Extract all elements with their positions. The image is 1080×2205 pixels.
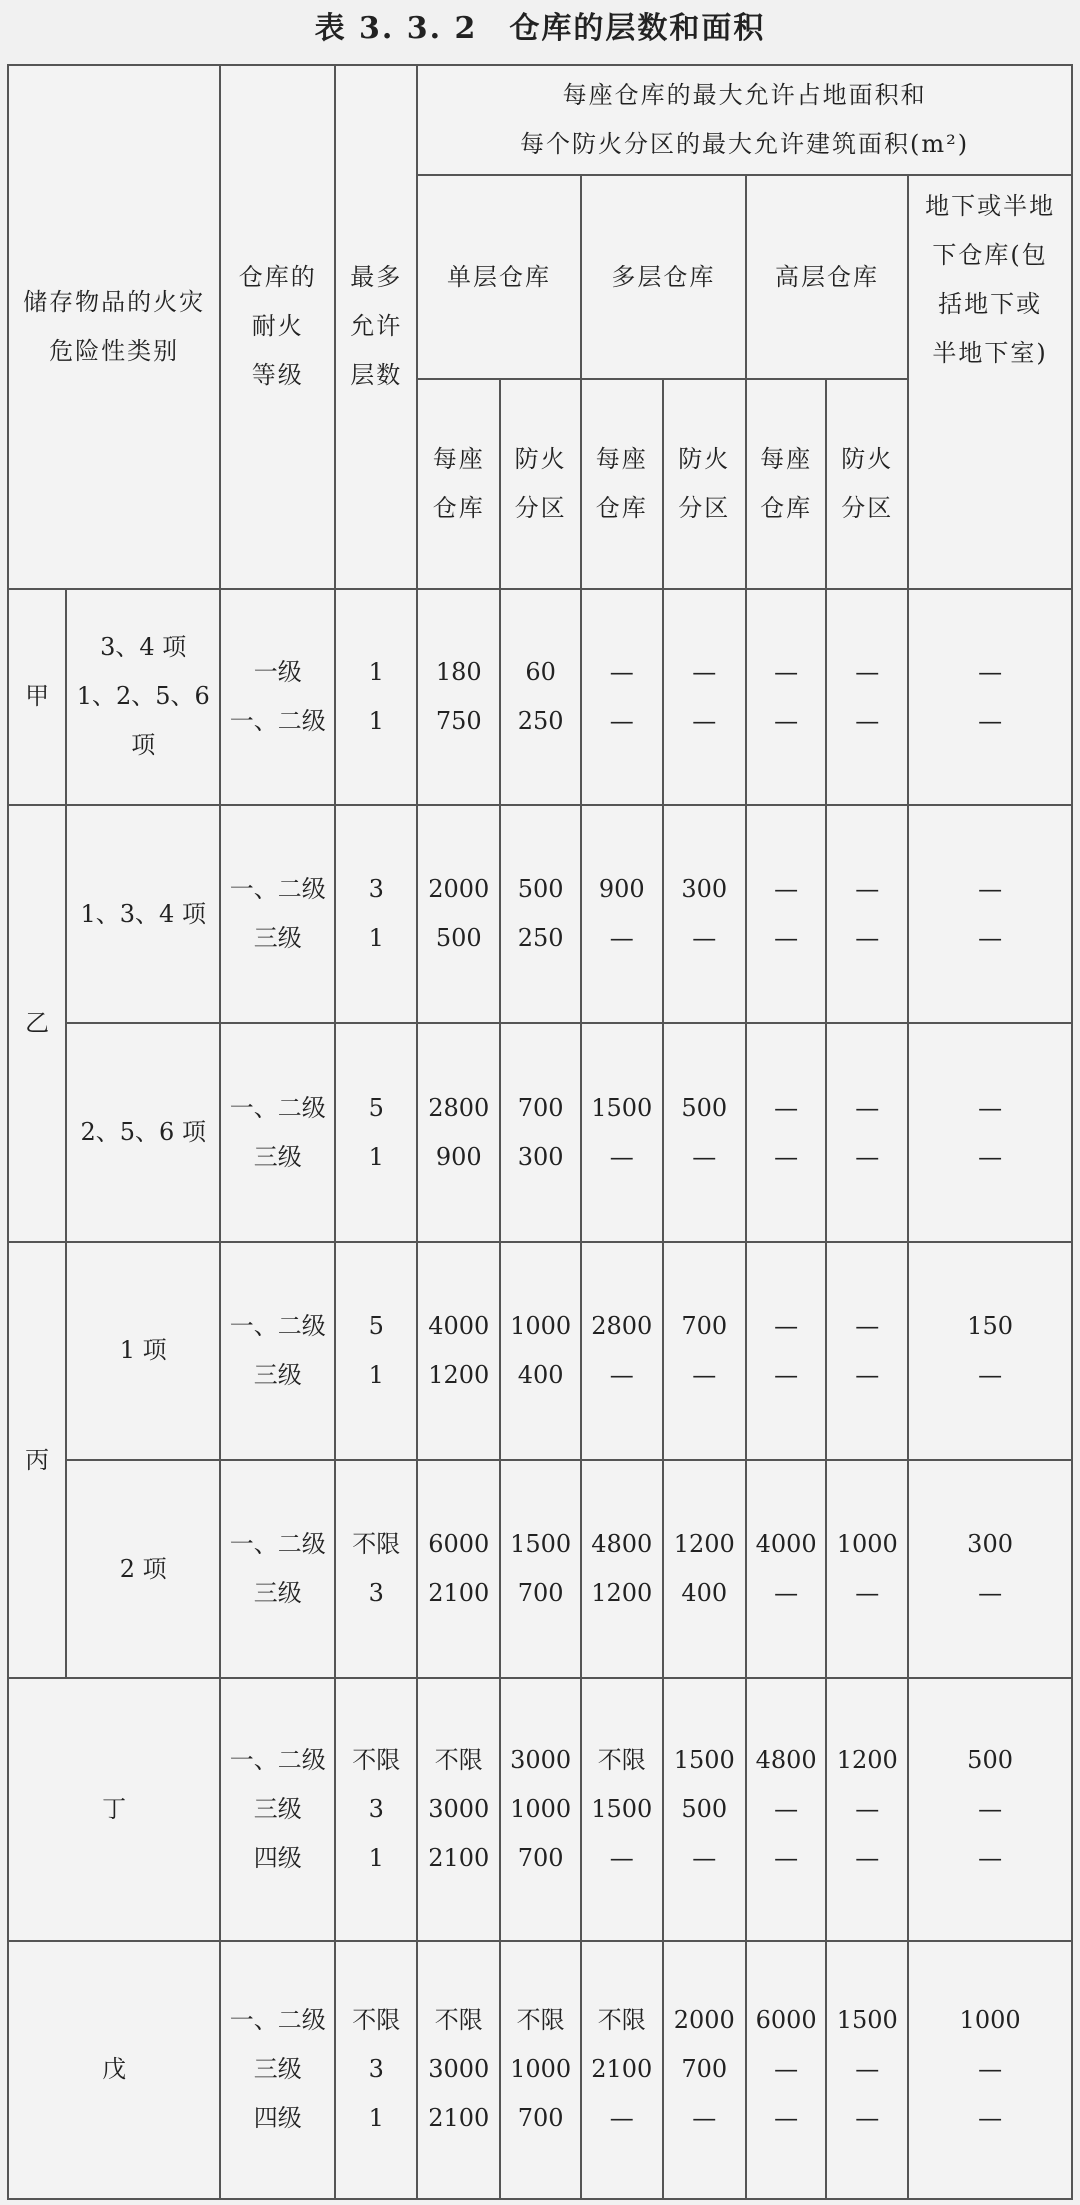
warehouse-table [7, 64, 1073, 2200]
header-single-fire-zone: 防火 分区 [500, 379, 580, 589]
subcategory-cell: 2 项 [66, 1460, 220, 1678]
single-per-building-cell: 2800 900 [417, 1023, 500, 1241]
max-floors-cell: 5 1 [335, 1242, 417, 1460]
multi-per-building-cell: 900 — [581, 805, 663, 1023]
underground-fire-zone-cell: — — [908, 1023, 1072, 1241]
high-per-building-cell: 6000 — — [746, 1941, 826, 2199]
category-cell: 乙 [8, 805, 66, 1242]
multi-fire-zone-cell: 2000 700 — [663, 1941, 746, 2199]
header-underground: 地下或半地 下仓库(包 括地下或 半地下室) [908, 175, 1072, 589]
single-per-building-cell: 6000 2100 [417, 1460, 500, 1678]
table-body [8, 65, 1072, 2199]
category-cell: 丙 [8, 1242, 66, 1679]
category-cell: 戊 [8, 1941, 220, 2199]
high-per-building-cell: — — [746, 589, 826, 805]
table-title: 表 3. 3. 2 仓库的层数和面积 [314, 11, 766, 46]
multi-fire-zone-cell: 700 — [663, 1242, 746, 1460]
high-fire-zone-cell: 1200 — — [826, 1678, 908, 1940]
underground-fire-zone-cell: 150 — [908, 1242, 1072, 1460]
header-area-group: 每座仓库的最大允许占地面积和 每个防火分区的最大允许建筑面积(m²) [417, 65, 1072, 175]
table-row [8, 1242, 1072, 1460]
subcategory-cell: 1、3、4 项 [66, 805, 220, 1023]
multi-per-building-cell: 2800 — [581, 1242, 663, 1460]
multi-per-building-cell: 不限 2100 — [581, 1941, 663, 2199]
high-fire-zone-cell: — — [826, 805, 908, 1023]
single-per-building-cell: 180 750 [417, 589, 500, 805]
high-per-building-cell: 4000 — [746, 1460, 826, 1678]
category-cell: 甲 [8, 589, 66, 805]
high-per-building-cell: — — [746, 805, 826, 1023]
table-row [8, 1678, 1072, 1940]
single-per-building-cell: 不限 3000 2100 [417, 1941, 500, 2199]
max-floors-cell: 1 1 [335, 589, 417, 805]
header-high-fire-zone: 防火 分区 [826, 379, 908, 589]
max-floors-cell: 不限 3 [335, 1460, 417, 1678]
header-multi-floor: 多层仓库 [581, 175, 746, 379]
underground-fire-zone-cell: — — [908, 589, 1072, 805]
fire-rating-cell: 一级 一、二级 [220, 589, 335, 805]
single-per-building-cell: 不限 3000 2100 [417, 1678, 500, 1940]
high-fire-zone-cell: — — [826, 1242, 908, 1460]
multi-per-building-cell: — — [581, 589, 663, 805]
max-floors-cell: 3 1 [335, 805, 417, 1023]
high-per-building-cell: — — [746, 1242, 826, 1460]
fire-rating-cell: 一、二级 三级 四级 [220, 1941, 335, 2199]
header-high-per-building: 每座 仓库 [746, 379, 826, 589]
table-row [8, 1941, 1072, 2199]
fire-rating-cell: 一、二级 三级 [220, 805, 335, 1023]
multi-fire-zone-cell: 500 — [663, 1023, 746, 1241]
single-fire-zone-cell: 不限 1000 700 [500, 1941, 580, 2199]
fire-rating-cell: 一、二级 三级 [220, 1242, 335, 1460]
header-fire-rating: 仓库的 耐火 等级 [220, 65, 335, 589]
table-row [8, 805, 1072, 1023]
table-row [8, 589, 1072, 805]
multi-fire-zone-cell: 1500 500 — [663, 1678, 746, 1940]
table-row [8, 1460, 1072, 1678]
single-fire-zone-cell: 500 250 [500, 805, 580, 1023]
multi-fire-zone-cell: 1200 400 [663, 1460, 746, 1678]
underground-fire-zone-cell: — — [908, 805, 1072, 1023]
multi-fire-zone-cell: 300 — [663, 805, 746, 1023]
header-multi-fire-zone: 防火 分区 [663, 379, 746, 589]
multi-fire-zone-cell: — — [663, 589, 746, 805]
multi-per-building-cell: 4800 1200 [581, 1460, 663, 1678]
multi-per-building-cell: 不限 1500 — [581, 1678, 663, 1940]
header-single-floor: 单层仓库 [417, 175, 581, 379]
header-multi-per-building: 每座 仓库 [581, 379, 663, 589]
single-fire-zone-cell: 60 250 [500, 589, 580, 805]
single-fire-zone-cell: 3000 1000 700 [500, 1678, 580, 1940]
fire-rating-cell: 一、二级 三级 [220, 1460, 335, 1678]
high-per-building-cell: — — [746, 1023, 826, 1241]
underground-fire-zone-cell: 500 — — [908, 1678, 1072, 1940]
max-floors-cell: 不限 3 1 [335, 1678, 417, 1940]
high-fire-zone-cell: 1500 — — [826, 1941, 908, 2199]
single-per-building-cell: 2000 500 [417, 805, 500, 1023]
fire-rating-cell: 一、二级 三级 [220, 1023, 335, 1241]
fire-rating-cell: 一、二级 三级 四级 [220, 1678, 335, 1940]
underground-fire-zone-cell: 300 — [908, 1460, 1072, 1678]
header-high-rise: 高层仓库 [746, 175, 908, 379]
category-cell: 丁 [8, 1678, 220, 1940]
multi-per-building-cell: 1500 — [581, 1023, 663, 1241]
high-fire-zone-cell: — — [826, 589, 908, 805]
subcategory-cell: 3、4 项 1、2、5、6 项 [66, 589, 220, 805]
header-category: 储存物品的火灾 危险性类别 [8, 65, 220, 589]
single-fire-zone-cell: 1000 400 [500, 1242, 580, 1460]
single-fire-zone-cell: 700 300 [500, 1023, 580, 1241]
table-row [8, 1023, 1072, 1241]
subcategory-cell: 1 项 [66, 1242, 220, 1460]
high-fire-zone-cell: 1000 — [826, 1460, 908, 1678]
max-floors-cell: 不限 3 1 [335, 1941, 417, 2199]
high-fire-zone-cell: — — [826, 1023, 908, 1241]
subcategory-cell: 2、5、6 项 [66, 1023, 220, 1241]
underground-fire-zone-cell: 1000 — — [908, 1941, 1072, 2199]
max-floors-cell: 5 1 [335, 1023, 417, 1241]
single-per-building-cell: 4000 1200 [417, 1242, 500, 1460]
header-max-floors: 最多 允许 层数 [335, 65, 417, 589]
single-fire-zone-cell: 1500 700 [500, 1460, 580, 1678]
header-single-per-building: 每座 仓库 [417, 379, 500, 589]
high-per-building-cell: 4800 — — [746, 1678, 826, 1940]
